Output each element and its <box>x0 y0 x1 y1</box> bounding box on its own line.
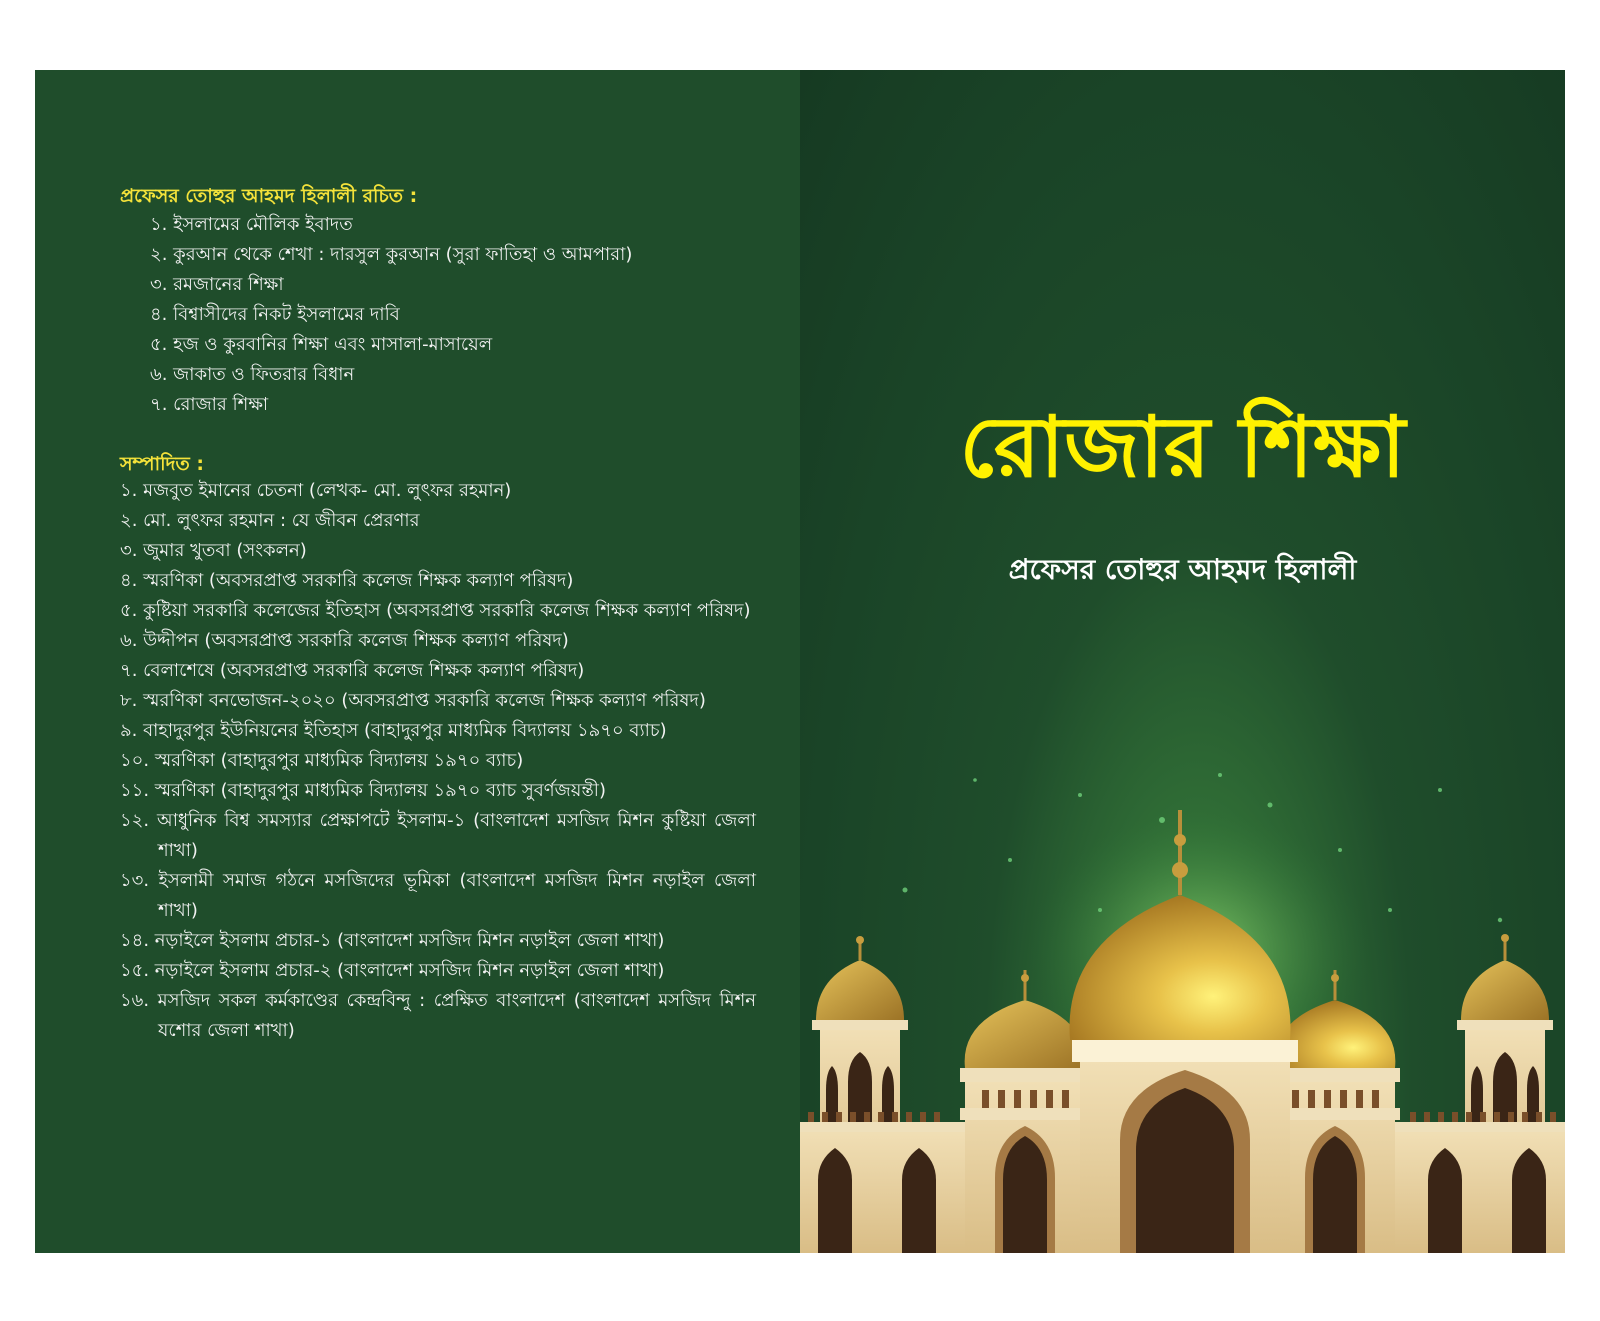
list-item: ২. কুরআন থেকে শেখা : দারসুল কুরআন (সুরা ফাতিহা ও আমপারা) <box>150 244 633 265</box>
list-item: ৬. জাকাত ও ফিতরার বিধান <box>150 364 355 385</box>
edited-books-list <box>120 476 756 1046</box>
book-title: রোজার শিক্ষা <box>959 398 1406 496</box>
list-item: ১৪. নড়াইলে ইসলাম প্রচার-১ (বাংলাদেশ মসজিদ মিশন নড়াইল জেলা শাখা) <box>120 930 665 951</box>
book-cover-spread <box>35 70 1565 1253</box>
front-cover <box>800 70 1565 1253</box>
author-name: প্রফেসর তোহুর আহমদ হিলালী <box>1008 553 1357 586</box>
list-item: ৫. কুষ্টিয়া সরকারি কলেজের ইতিহাস (অবসরপ্রাপ্ত সরকারি কলেজ শিক্ষক কল্যাণ পরিষদ) <box>120 600 751 621</box>
list-item: ২. মো. লুৎফর রহমান : যে জীবন প্রেরণার <box>120 510 420 531</box>
back-cover <box>35 70 800 1253</box>
list-item: ৩. জুমার খুতবা (সংকলন) <box>120 540 307 561</box>
list-item: ১২. আধুনিক বিশ্ব সমস্যার প্রেক্ষাপটে ইসলাম-১ (বাংলাদেশ মসজিদ মিশন কুষ্টিয়া জেলা শাখা) <box>120 810 756 861</box>
list-item: ১৫. নড়াইলে ইসলাম প্রচার-২ (বাংলাদেশ মসজিদ মিশন নড়াইল জেলা শাখা) <box>120 960 665 981</box>
list-item: ১৬. মসজিদ সকল কর্মকাণ্ডের কেন্দ্রবিন্দু : প্রেক্ষিত বাংলাদেশ (বাংলাদেশ মসজিদ মিশন যশোর জেলা শাখা) <box>120 990 756 1041</box>
list-item: ১৩. ইসলামী সমাজ গঠনে মসজিদের ভূমিকা (বাংলাদেশ মসজিদ মিশন নড়াইল জেলা শাখা) <box>120 870 756 921</box>
list-item: ৮. স্মরণিকা বনভোজন-২০২০ (অবসরপ্রাপ্ত সরকারি কলেজ শিক্ষক কল্যাণ পরিষদ) <box>120 690 706 711</box>
list-item: ৯. বাহাদুরপুর ইউনিয়নের ইতিহাস (বাহাদুরপুর মাধ্যমিক বিদ্যালয় ১৯৭০ ব্যাচ) <box>120 720 667 741</box>
list-item: ১. মজবুত ইমানের চেতনা (লেখক- মো. লুৎফর রহমান) <box>120 480 512 501</box>
list-item: ৪. স্মরণিকা (অবসরপ্রাপ্ত সরকারি কলেজ শিক্ষক কল্যাণ পরিষদ) <box>120 570 574 591</box>
list-item: ৭. বেলাশেষে (অবসরপ্রাপ্ত সরকারি কলেজ শিক্ষক কল্যাণ পরিষদ) <box>120 660 585 681</box>
list-item: ১. ইসলামের মৌলিক ইবাদত <box>150 214 353 235</box>
edited-books-heading: সম্পাদিত : <box>120 453 204 475</box>
list-item: ৪. বিশ্বাসীদের নিকট ইসলামের দাবি <box>150 304 400 325</box>
mosque-illustration <box>800 710 1565 1253</box>
list-item: ৫. হজ ও কুরবানির শিক্ষা এবং মাসালা-মাসায়েল <box>150 334 493 355</box>
authored-books-list <box>150 210 632 420</box>
list-item: ৬. উদ্দীপন (অবসরপ্রাপ্ত সরকারি কলেজ শিক্ষক কল্যাণ পরিষদ) <box>120 630 569 651</box>
authored-books-heading: প্রফেসর তোহুর আহমদ হিলালী রচিত : <box>120 185 418 207</box>
list-item: ১০. স্মরণিকা (বাহাদুরপুর মাধ্যমিক বিদ্যালয় ১৯৭০ ব্যাচ) <box>120 750 524 771</box>
list-item: ১১. স্মরণিকা (বাহাদুরপুর মাধ্যমিক বিদ্যালয় ১৯৭০ ব্যাচ সুবর্ণজয়ন্তী) <box>120 780 606 801</box>
list-item: ৭. রোজার শিক্ষা <box>150 394 269 415</box>
list-item: ৩. রমজানের শিক্ষা <box>150 274 284 295</box>
